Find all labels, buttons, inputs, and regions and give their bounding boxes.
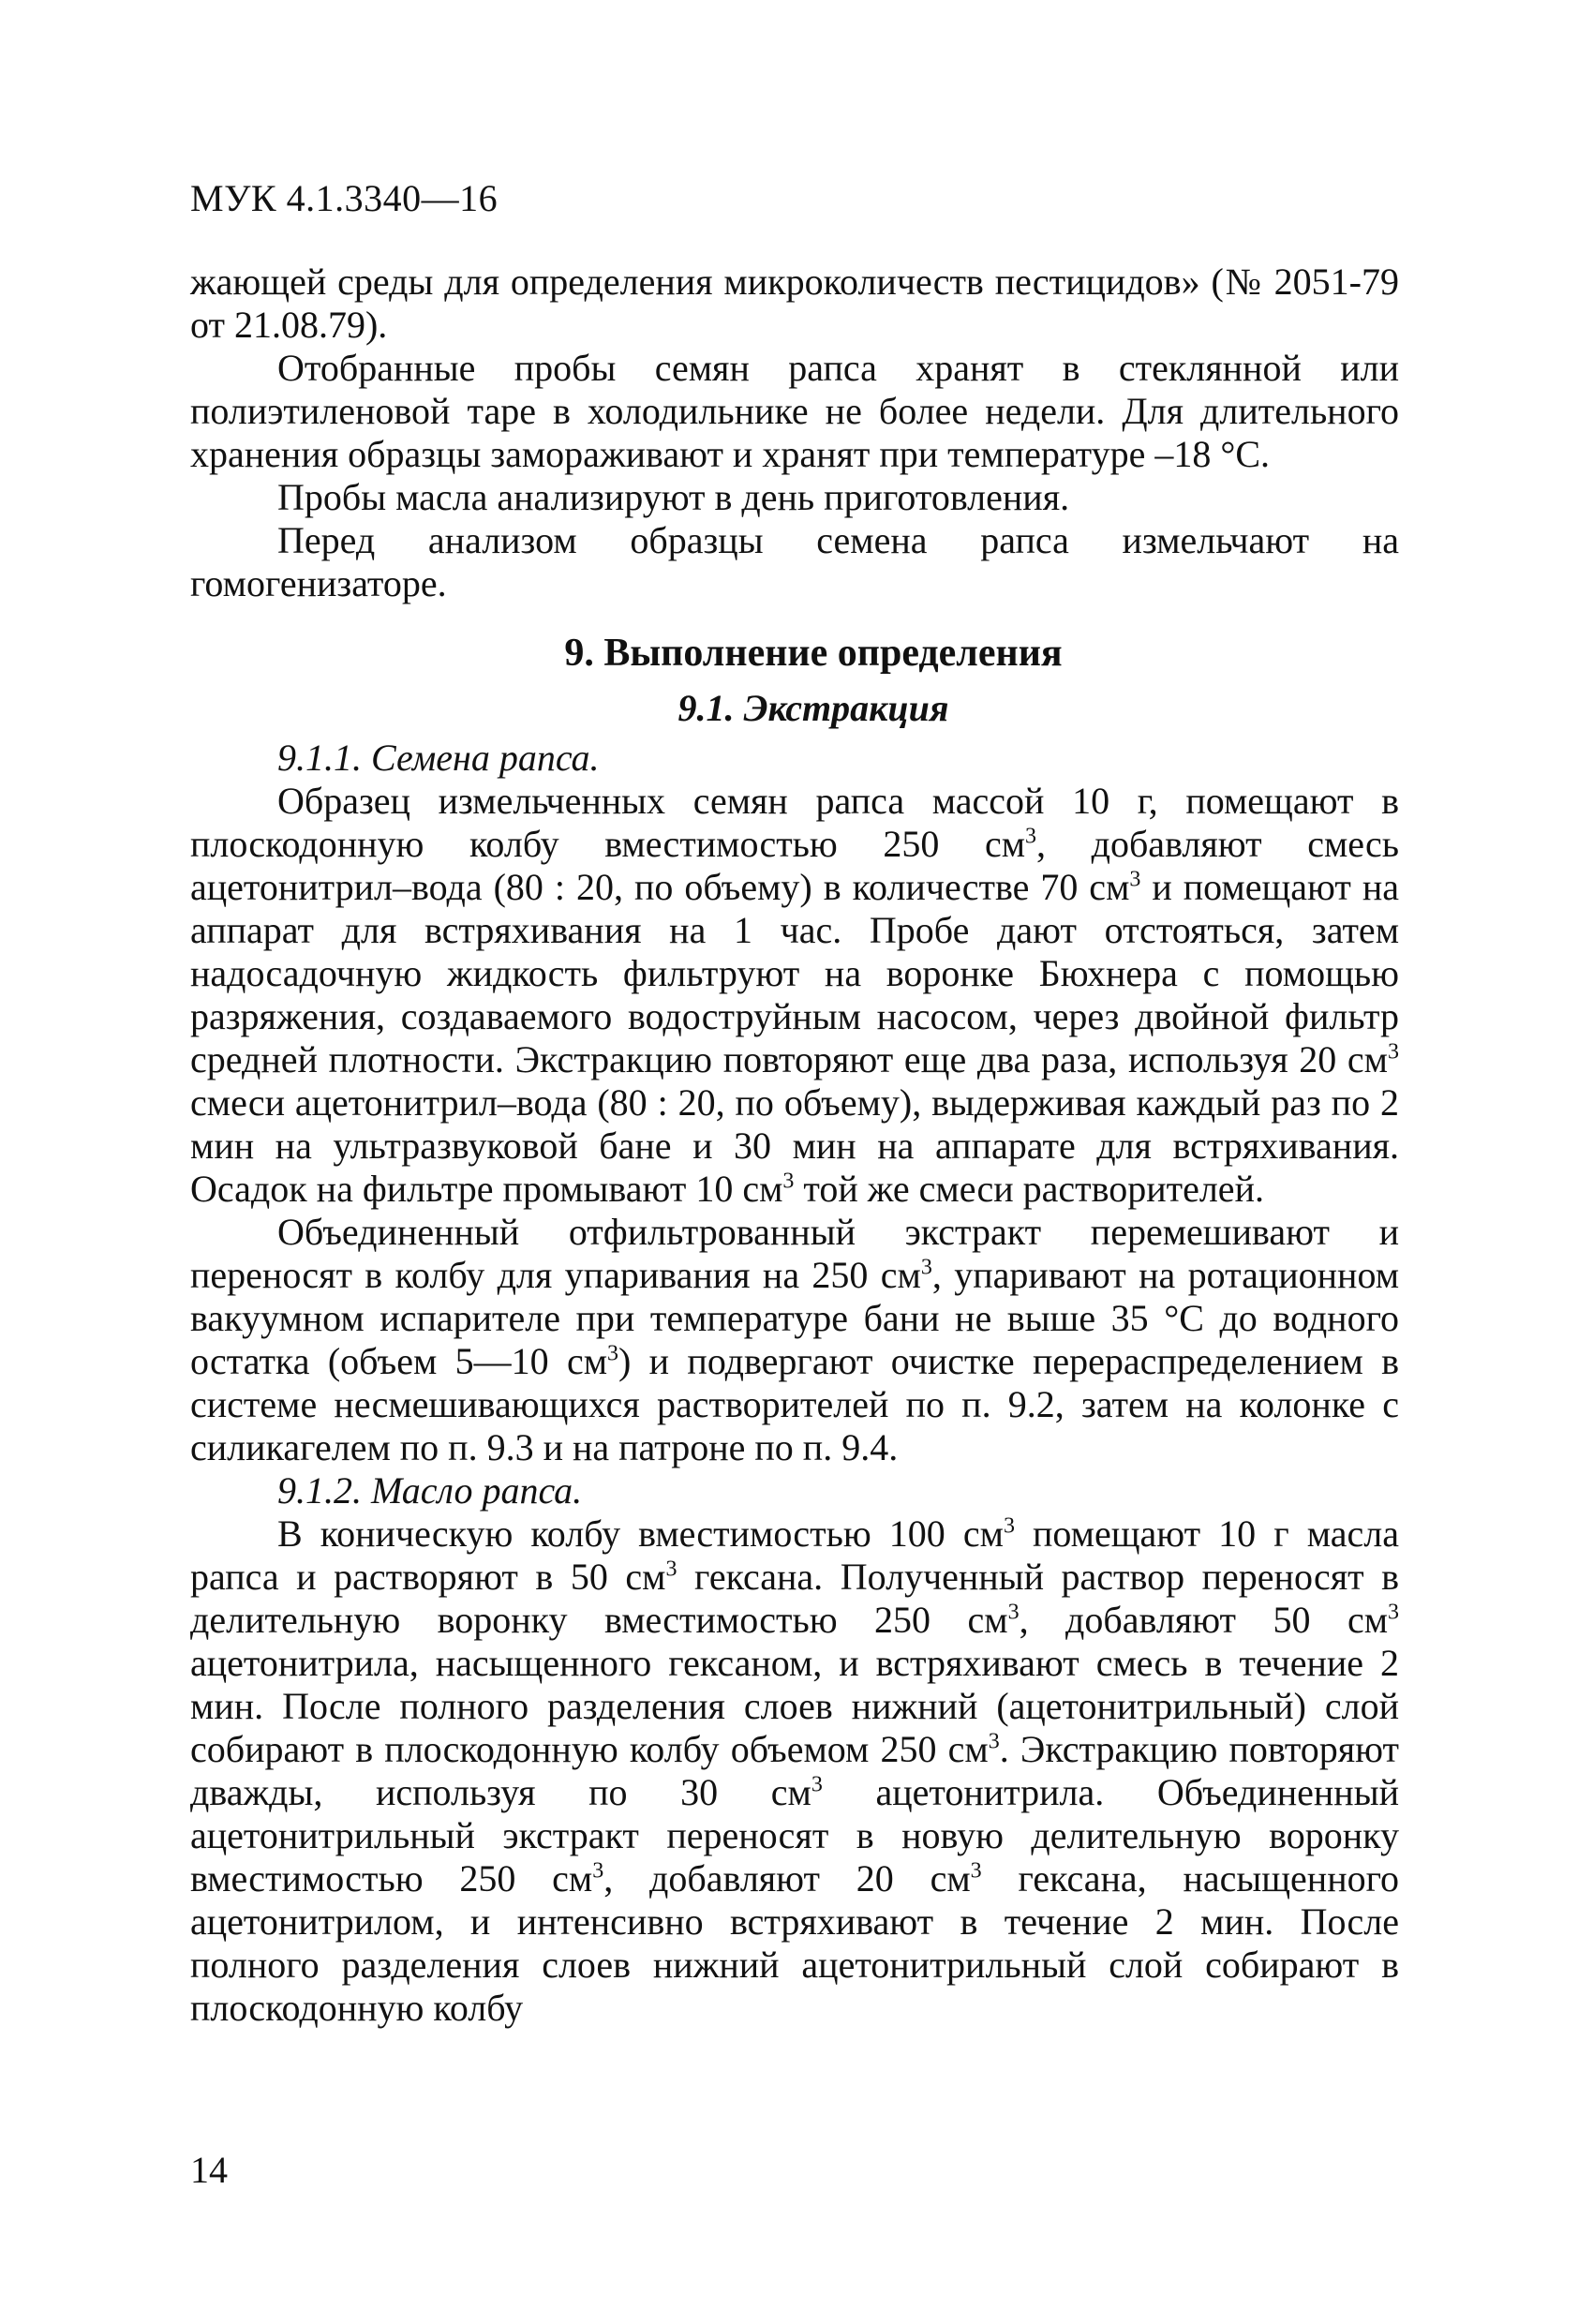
text-run: той же смеси растворителей. [794,1168,1264,1210]
subsection-title: 9.1. Экстракция [677,687,949,729]
superscript-3: 3 [665,1557,677,1582]
document-code-header: МУК 4.1.3340—16 [190,177,499,219]
text-run: В коническую колбу вместимостью 100 см [277,1512,1004,1555]
superscript-3: 3 [782,1169,795,1194]
superscript-3: 3 [1003,1513,1015,1539]
superscript-3: 3 [607,1341,619,1366]
text-run: помещают 10 г масла рапса и растворяют в 50 см [190,1512,1399,1598]
superscript-3: 3 [1388,1600,1400,1625]
text-run: гексана, насыщенного ацетонитрилом, и интенсивно встряхивают в течение 2 мин. После полного разделения слоев нижний ацетонитрильный слой собирают в плоскодонную колбу [190,1857,1400,2029]
superscript-3: 3 [1025,824,1037,849]
paragraph-seeds-evaporation [190,1211,1399,1469]
text-run: . Экстракцию повторяют дважды, используя по 30 см [190,1728,1399,1813]
text-run: смеси ацетонитрил–вода (80 : 20, по объему), выдерживая каждый раз по 2 мин на ультразвуковой бане и 30 мин на аппарате для встряхивания. Осадок на фильтре промывают 10 см [190,1081,1399,1210]
paragraph-homogenize: Перед анализом образцы семена рапса измельчают на гомогенизаторе. [190,519,1399,604]
superscript-3: 3 [920,1255,932,1280]
text-run: Образец измельченных семян рапса массой 10 г, помещают в плоскодонную колбу вместимостью 250 см [190,780,1399,865]
paragraph-storage: Отобранные пробы семян рапса хранят в стеклянной или полиэтиленовой таре в холодильнике не более недели. Для длительного хранения образцы замораживают и хранят при температуре –18 °С. [190,347,1399,475]
item-title-seeds: 9.1.1. Семена рапса. [277,737,600,779]
superscript-3: 3 [592,1858,604,1884]
text-run: ацетонитрила, насыщенного гексаном, и встряхивают смесь в течение 2 мин. После полного разделения слоев нижний (ацетонитрильный) слой собирают в плоскодонную колбу объемом 250 см [190,1642,1399,1770]
text-run: и помещают на аппарат для встряхивания на 1 час. Пробе дают отстояться, затем надосадочную жидкость фильтруют на воронке Бюхнера с помощью разряжения, создаваемого водоструйным насосом, через двойной фильтр средней плотности. Экстракцию повторяют еще два раза, используя 20 см [190,866,1399,1080]
superscript-3: 3 [1007,1600,1020,1625]
superscript-3: 3 [811,1772,823,1797]
section-title: 9. Выполнение определения [564,632,1063,675]
paragraph-seeds-extraction [190,780,1399,1211]
paragraph-oil-samples: Пробы масла анализируют в день приготовления. [277,476,1070,518]
text-run: гексана. Полученный раствор переносят в делительную воронку вместимостью 250 см [190,1556,1399,1641]
text-run: , добавляют 50 см [1019,1599,1389,1641]
text-run: ацетонитрила. Объединенный ацетонитрильный экстракт переносят в новую делительную воронку вместимостью 250 см [190,1771,1399,1899]
superscript-3: 3 [1388,1039,1399,1065]
superscript-3: 3 [970,1858,982,1884]
superscript-3: 3 [1129,867,1141,892]
text-run: ) и подвергают очистке перераспределением в системе несмешивающихся растворителей по п. 9.2, затем на колонке с силикагелем по п. 9.3 и на патроне по п. 9.4. [190,1340,1399,1468]
text-run: , упаривают на ротационном вакуумном испарителе при температуре бани не выше 35 °С до водного остатка (объем 5—10 см [190,1254,1400,1382]
document-body [190,261,1399,2030]
text-run: , добавляют 20 см [603,1857,971,1899]
item-title-oil: 9.1.2. Масло рапса. [277,1469,583,1512]
text-run: , добавляют смесь ацетонитрил–вода (80 : 20, по объему) в количестве 70 см [190,823,1400,908]
paragraph-continuation: жающей среды для определения микроколичеств пестицидов» (№ 2051-79 от 21.08.79). [190,261,1399,346]
page-number: 14 [190,2149,228,2191]
text-run: Объединенный отфильтрованный экстракт перемешивают и переносят в колбу для упаривания на 250 см [190,1211,1399,1296]
superscript-3: 3 [988,1729,1000,1754]
paragraph-oil-extraction [190,1512,1399,2030]
